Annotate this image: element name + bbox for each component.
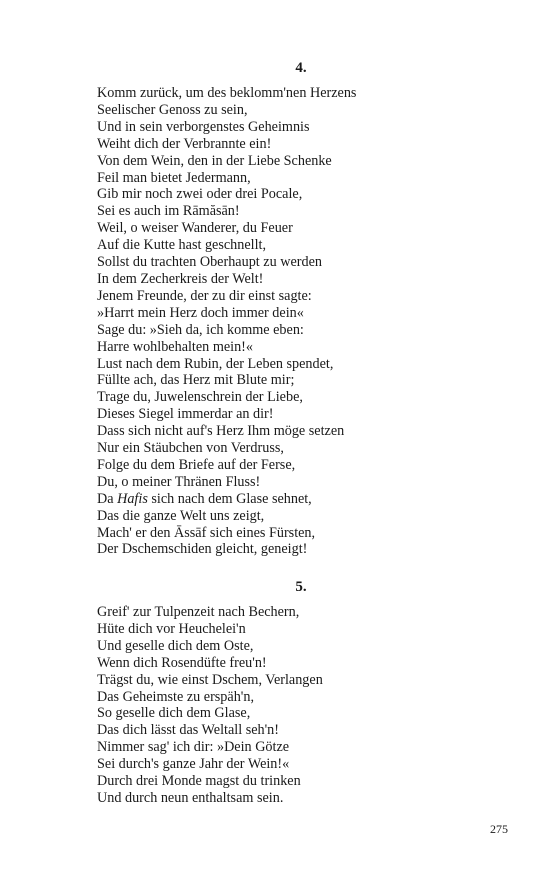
verse-text: Da	[97, 490, 118, 507]
verse-line: Sage du: »Sieh da, ich komme eben:	[97, 321, 304, 338]
verse-line: In dem Zecherkreis der Welt!	[97, 270, 264, 287]
verse-line: Weiht dich der Verbrannte ein!	[97, 135, 272, 152]
verse-line: Du, o meiner Thränen Fluss!	[97, 473, 261, 490]
verse-line: Und durch neun enthaltsam sein.	[97, 789, 284, 806]
verse-line: Hüte dich vor Heuchelei'n	[97, 620, 246, 637]
verse-line: Wenn dich Rosendüfte freu'n!	[97, 654, 267, 671]
verse-line: Der Dschemschiden gleicht, geneigt!	[97, 541, 308, 558]
verse-line: Nur ein Stäubchen von Verdruss,	[97, 440, 284, 457]
verse-line: Und in sein verborgenstes Geheimnis	[97, 118, 310, 135]
verse-line: Folge du dem Briefe auf der Ferse,	[97, 456, 296, 473]
verse-line: Trägst du, wie einst Dschem, Verlangen	[97, 671, 323, 688]
verse-line: Mach' er den Āssāf sich eines Fürsten,	[97, 524, 316, 541]
verse-line: Lust nach dem Rubin, der Leben spendet,	[97, 355, 334, 372]
poem-number-5: 5.	[295, 579, 307, 595]
page-number: 275	[490, 822, 508, 836]
verse-line: Das Geheimste zu erspäh'n,	[97, 688, 254, 705]
verse-line: Durch drei Monde magst du trinken	[97, 773, 301, 790]
verse-line	[97, 491, 356, 508]
verse-line: Harre wohlbehalten mein!«	[97, 338, 254, 355]
verse-line: Und geselle dich dem Oste,	[97, 637, 254, 654]
poem-4-verses	[97, 85, 356, 558]
verse-line: Nimmer sag' ich dir: »Dein Götze	[97, 739, 290, 756]
verse-line: Dieses Siegel immerdar an dir!	[97, 406, 274, 423]
verse-line: Seelischer Genoss zu sein,	[97, 101, 248, 118]
verse-line: Auf die Kutte hast geschnellt,	[97, 237, 267, 254]
verse-text: sich nach dem Glase sehnet,	[147, 490, 312, 507]
verse-line: Weil, o weiser Wanderer, du Feuer	[97, 220, 293, 237]
verse-line: Füllte ach, das Herz mit Blute mir;	[97, 372, 295, 389]
verse-line: Das die ganze Welt uns zeigt,	[97, 507, 265, 524]
verse-line: Feil man bietet Jedermann,	[97, 169, 251, 186]
verse-line: »Harrt mein Herz doch immer dein«	[97, 304, 304, 321]
verse-line: Gib mir noch zwei oder drei Pocale,	[97, 186, 303, 203]
verse-line: Jenem Freunde, der zu dir einst sagte:	[97, 287, 312, 304]
verse-line: Dass sich nicht auf's Herz Ihm möge setzen	[97, 423, 345, 440]
verse-line: Trage du, Juwelenschrein der Liebe,	[97, 389, 303, 406]
verse-line: Komm zurück, um des beklomm'nen Herzens	[97, 85, 357, 101]
verse-line: Sollst du trachten Oberhaupt zu werden	[97, 254, 322, 271]
poem-5-verses	[97, 604, 323, 807]
verse-line: Sei durch's ganze Jahr der Wein!«	[97, 756, 290, 773]
poet-name: Hafis	[117, 490, 148, 507]
poem-number-4: 4.	[295, 60, 307, 76]
verse-line: So geselle dich dem Glase,	[97, 705, 251, 722]
verse-line: Greif' zur Tulpenzeit nach Bechern,	[97, 604, 300, 620]
verse-line: Das dich lässt das Weltall seh'n!	[97, 722, 280, 739]
verse-line: Von dem Wein, den in der Liebe Schenke	[97, 152, 332, 169]
verse-line: Sei es auch im Rāmăsān!	[97, 203, 240, 220]
